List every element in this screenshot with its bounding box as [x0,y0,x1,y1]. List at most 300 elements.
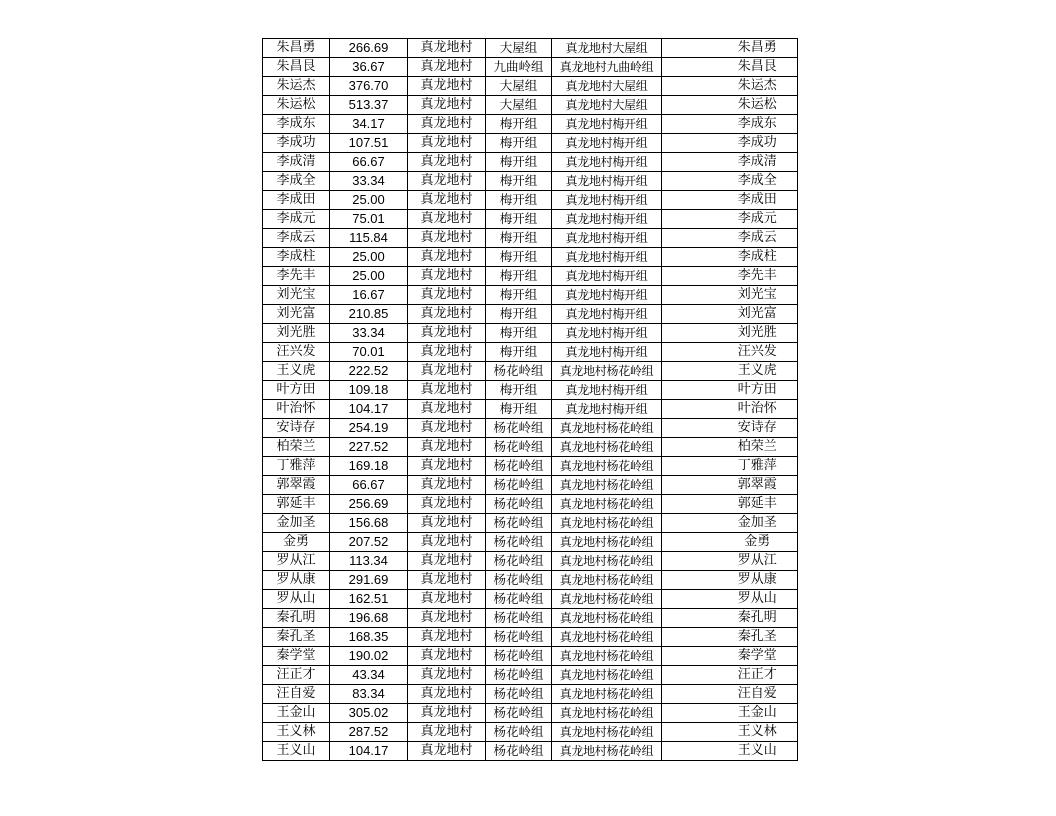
amount-cell: 66.67 [330,476,408,495]
name-cell: 朱运杰 [263,77,330,96]
blank-cell [662,115,718,134]
table-row [263,647,798,666]
group-cell: 梅开组 [486,134,552,153]
blank-cell [662,381,718,400]
name-cell: 李成清 [263,153,330,172]
amount-cell: 66.67 [330,153,408,172]
full-address-cell: 真龙地村杨花岭组 [552,590,662,609]
group-cell: 杨花岭组 [486,419,552,438]
blank-cell [662,552,718,571]
village-cell: 真龙地村 [408,172,486,191]
table-row [263,438,798,457]
village-cell: 真龙地村 [408,666,486,685]
group-cell: 杨花岭组 [486,609,552,628]
signature-cell: 金加圣 [718,514,798,533]
full-address-cell: 真龙地村杨花岭组 [552,609,662,628]
village-cell: 真龙地村 [408,324,486,343]
table-row [263,533,798,552]
table-row [263,419,798,438]
table-row [263,324,798,343]
full-address-cell: 真龙地村大屋组 [552,77,662,96]
amount-cell: 222.52 [330,362,408,381]
name-cell: 罗从山 [263,590,330,609]
name-cell: 叶方田 [263,381,330,400]
village-cell: 真龙地村 [408,305,486,324]
table-row [263,96,798,115]
village-cell: 真龙地村 [408,134,486,153]
amount-cell: 513.37 [330,96,408,115]
full-address-cell: 真龙地村梅开组 [552,172,662,191]
full-address-cell: 真龙地村杨花岭组 [552,723,662,742]
signature-cell: 王义林 [718,723,798,742]
table-row [263,267,798,286]
amount-cell: 254.19 [330,419,408,438]
village-cell: 真龙地村 [408,590,486,609]
group-cell: 杨花岭组 [486,704,552,723]
table-row [263,400,798,419]
signature-cell: 朱昌勇 [718,39,798,58]
table-row [263,115,798,134]
village-cell: 真龙地村 [408,571,486,590]
blank-cell [662,495,718,514]
blank-cell [662,286,718,305]
village-cell: 真龙地村 [408,58,486,77]
blank-cell [662,191,718,210]
name-cell: 汪自爱 [263,685,330,704]
group-cell: 梅开组 [486,305,552,324]
name-cell: 刘光富 [263,305,330,324]
signature-cell: 李成全 [718,172,798,191]
signature-cell: 李成云 [718,229,798,248]
amount-cell: 43.34 [330,666,408,685]
full-address-cell: 真龙地村杨花岭组 [552,438,662,457]
full-address-cell: 真龙地村杨花岭组 [552,419,662,438]
amount-cell: 25.00 [330,248,408,267]
signature-cell: 王义山 [718,742,798,761]
blank-cell [662,571,718,590]
group-cell: 杨花岭组 [486,647,552,666]
village-cell: 真龙地村 [408,362,486,381]
amount-cell: 16.67 [330,286,408,305]
group-cell: 杨花岭组 [486,495,552,514]
amount-cell: 104.17 [330,742,408,761]
name-cell: 丁雅萍 [263,457,330,476]
signature-cell: 李成元 [718,210,798,229]
full-address-cell: 真龙地村杨花岭组 [552,533,662,552]
signature-cell: 王金山 [718,704,798,723]
group-cell: 梅开组 [486,172,552,191]
table-body [263,39,798,761]
table-row [263,666,798,685]
table-row [263,134,798,153]
signature-cell: 叶方田 [718,381,798,400]
blank-cell [662,609,718,628]
name-cell: 李成功 [263,134,330,153]
group-cell: 梅开组 [486,115,552,134]
amount-cell: 305.02 [330,704,408,723]
group-cell: 杨花岭组 [486,514,552,533]
group-cell: 杨花岭组 [486,362,552,381]
signature-cell: 刘光富 [718,305,798,324]
amount-cell: 104.17 [330,400,408,419]
blank-cell [662,666,718,685]
village-cell: 真龙地村 [408,419,486,438]
name-cell: 郭翠霞 [263,476,330,495]
blank-cell [662,438,718,457]
name-cell: 刘光胜 [263,324,330,343]
signature-cell: 朱运松 [718,96,798,115]
village-cell: 真龙地村 [408,96,486,115]
amount-cell: 70.01 [330,343,408,362]
full-address-cell: 真龙地村杨花岭组 [552,362,662,381]
blank-cell [662,134,718,153]
name-cell: 汪正才 [263,666,330,685]
full-address-cell: 真龙地村梅开组 [552,248,662,267]
signature-cell: 罗从山 [718,590,798,609]
amount-cell: 113.34 [330,552,408,571]
amount-cell: 227.52 [330,438,408,457]
name-cell: 李成东 [263,115,330,134]
blank-cell [662,210,718,229]
table-row [263,210,798,229]
full-address-cell: 真龙地村梅开组 [552,153,662,172]
group-cell: 杨花岭组 [486,476,552,495]
group-cell: 杨花岭组 [486,685,552,704]
name-cell: 王义山 [263,742,330,761]
signature-cell: 汪正才 [718,666,798,685]
name-cell: 李成田 [263,191,330,210]
group-cell: 梅开组 [486,191,552,210]
table-row [263,343,798,362]
name-cell: 李成云 [263,229,330,248]
table-row [263,514,798,533]
table-row [263,552,798,571]
village-cell: 真龙地村 [408,723,486,742]
amount-cell: 210.85 [330,305,408,324]
full-address-cell: 真龙地村杨花岭组 [552,742,662,761]
signature-cell: 汪兴发 [718,343,798,362]
group-cell: 杨花岭组 [486,723,552,742]
full-address-cell: 真龙地村九曲岭组 [552,58,662,77]
group-cell: 梅开组 [486,324,552,343]
table-row [263,590,798,609]
table-row [263,58,798,77]
full-address-cell: 真龙地村梅开组 [552,229,662,248]
name-cell: 王义林 [263,723,330,742]
group-cell: 梅开组 [486,248,552,267]
blank-cell [662,362,718,381]
signature-cell: 郭翠霞 [718,476,798,495]
blank-cell [662,628,718,647]
blank-cell [662,229,718,248]
blank-cell [662,400,718,419]
name-cell: 罗从江 [263,552,330,571]
amount-cell: 156.68 [330,514,408,533]
table-row [263,571,798,590]
group-cell: 杨花岭组 [486,533,552,552]
table-row [263,476,798,495]
amount-cell: 36.67 [330,58,408,77]
name-cell: 李成全 [263,172,330,191]
village-cell: 真龙地村 [408,495,486,514]
full-address-cell: 真龙地村杨花岭组 [552,495,662,514]
blank-cell [662,533,718,552]
blank-cell [662,58,718,77]
amount-cell: 33.34 [330,172,408,191]
village-cell: 真龙地村 [408,191,486,210]
name-cell: 朱昌勇 [263,39,330,58]
table-row [263,305,798,324]
village-cell: 真龙地村 [408,476,486,495]
village-cell: 真龙地村 [408,229,486,248]
village-cell: 真龙地村 [408,685,486,704]
name-cell: 李先丰 [263,267,330,286]
name-cell: 金勇 [263,533,330,552]
blank-cell [662,248,718,267]
signature-cell: 王义虎 [718,362,798,381]
signature-cell: 丁雅萍 [718,457,798,476]
blank-cell [662,305,718,324]
village-cell: 真龙地村 [408,514,486,533]
blank-cell [662,742,718,761]
group-cell: 大屋组 [486,96,552,115]
name-cell: 王金山 [263,704,330,723]
village-cell: 真龙地村 [408,457,486,476]
village-cell: 真龙地村 [408,438,486,457]
village-cell: 真龙地村 [408,533,486,552]
table-row [263,229,798,248]
payment-table [262,38,798,761]
village-cell: 真龙地村 [408,628,486,647]
amount-cell: 83.34 [330,685,408,704]
signature-cell: 罗从康 [718,571,798,590]
signature-cell: 秦孔明 [718,609,798,628]
signature-cell: 刘光胜 [718,324,798,343]
group-cell: 杨花岭组 [486,571,552,590]
table-row [263,609,798,628]
signature-cell: 朱运杰 [718,77,798,96]
blank-cell [662,267,718,286]
amount-cell: 168.35 [330,628,408,647]
village-cell: 真龙地村 [408,210,486,229]
village-cell: 真龙地村 [408,286,486,305]
full-address-cell: 真龙地村杨花岭组 [552,552,662,571]
full-address-cell: 真龙地村杨花岭组 [552,457,662,476]
signature-cell: 郭延丰 [718,495,798,514]
table-row [263,457,798,476]
name-cell: 刘光宝 [263,286,330,305]
village-cell: 真龙地村 [408,381,486,400]
blank-cell [662,419,718,438]
full-address-cell: 真龙地村杨花岭组 [552,666,662,685]
signature-cell: 罗从江 [718,552,798,571]
group-cell: 梅开组 [486,210,552,229]
amount-cell: 162.51 [330,590,408,609]
full-address-cell: 真龙地村梅开组 [552,343,662,362]
full-address-cell: 真龙地村梅开组 [552,115,662,134]
table-row [263,704,798,723]
blank-cell [662,723,718,742]
name-cell: 郭延丰 [263,495,330,514]
table-row [263,248,798,267]
full-address-cell: 真龙地村梅开组 [552,324,662,343]
table-row [263,39,798,58]
signature-cell: 安诗存 [718,419,798,438]
blank-cell [662,457,718,476]
full-address-cell: 真龙地村梅开组 [552,286,662,305]
signature-cell: 朱昌艮 [718,58,798,77]
name-cell: 柏荣兰 [263,438,330,457]
signature-cell: 李成功 [718,134,798,153]
full-address-cell: 真龙地村杨花岭组 [552,628,662,647]
signature-cell: 秦孔圣 [718,628,798,647]
full-address-cell: 真龙地村大屋组 [552,96,662,115]
signature-cell: 叶治怀 [718,400,798,419]
signature-cell: 柏荣兰 [718,438,798,457]
group-cell: 梅开组 [486,400,552,419]
group-cell: 大屋组 [486,39,552,58]
amount-cell: 207.52 [330,533,408,552]
table-row [263,742,798,761]
blank-cell [662,647,718,666]
village-cell: 真龙地村 [408,552,486,571]
signature-cell: 李成田 [718,191,798,210]
amount-cell: 25.00 [330,267,408,286]
full-address-cell: 真龙地村梅开组 [552,400,662,419]
table-row [263,191,798,210]
group-cell: 梅开组 [486,153,552,172]
signature-cell: 李成柱 [718,248,798,267]
name-cell: 秦学堂 [263,647,330,666]
amount-cell: 376.70 [330,77,408,96]
amount-cell: 287.52 [330,723,408,742]
group-cell: 杨花岭组 [486,742,552,761]
amount-cell: 196.68 [330,609,408,628]
table-row [263,77,798,96]
signature-cell: 秦学堂 [718,647,798,666]
full-address-cell: 真龙地村梅开组 [552,210,662,229]
village-cell: 真龙地村 [408,400,486,419]
group-cell: 九曲岭组 [486,58,552,77]
blank-cell [662,514,718,533]
full-address-cell: 真龙地村梅开组 [552,267,662,286]
signature-cell: 李成清 [718,153,798,172]
village-cell: 真龙地村 [408,248,486,267]
amount-cell: 115.84 [330,229,408,248]
table-row [263,723,798,742]
signature-cell: 刘光宝 [718,286,798,305]
village-cell: 真龙地村 [408,647,486,666]
signature-cell: 李成东 [718,115,798,134]
full-address-cell: 真龙地村杨花岭组 [552,704,662,723]
full-address-cell: 真龙地村杨花岭组 [552,647,662,666]
village-cell: 真龙地村 [408,39,486,58]
full-address-cell: 真龙地村梅开组 [552,381,662,400]
amount-cell: 256.69 [330,495,408,514]
village-cell: 真龙地村 [408,115,486,134]
amount-cell: 169.18 [330,457,408,476]
table-row [263,362,798,381]
name-cell: 汪兴发 [263,343,330,362]
name-cell: 秦孔明 [263,609,330,628]
group-cell: 杨花岭组 [486,628,552,647]
group-cell: 梅开组 [486,286,552,305]
full-address-cell: 真龙地村杨花岭组 [552,476,662,495]
name-cell: 李成元 [263,210,330,229]
table-row [263,286,798,305]
blank-cell [662,172,718,191]
signature-cell: 李先丰 [718,267,798,286]
village-cell: 真龙地村 [408,77,486,96]
group-cell: 大屋组 [486,77,552,96]
blank-cell [662,343,718,362]
village-cell: 真龙地村 [408,609,486,628]
signature-cell: 汪自爱 [718,685,798,704]
full-address-cell: 真龙地村大屋组 [552,39,662,58]
group-cell: 梅开组 [486,381,552,400]
village-cell: 真龙地村 [408,153,486,172]
amount-cell: 107.51 [330,134,408,153]
amount-cell: 75.01 [330,210,408,229]
name-cell: 秦孔圣 [263,628,330,647]
group-cell: 杨花岭组 [486,552,552,571]
blank-cell [662,324,718,343]
blank-cell [662,476,718,495]
amount-cell: 25.00 [330,191,408,210]
village-cell: 真龙地村 [408,704,486,723]
amount-cell: 34.17 [330,115,408,134]
amount-cell: 291.69 [330,571,408,590]
name-cell: 罗从康 [263,571,330,590]
blank-cell [662,96,718,115]
village-cell: 真龙地村 [408,267,486,286]
blank-cell [662,39,718,58]
amount-cell: 266.69 [330,39,408,58]
table-row [263,495,798,514]
table-row [263,628,798,647]
blank-cell [662,77,718,96]
name-cell: 王义虎 [263,362,330,381]
name-cell: 李成柱 [263,248,330,267]
full-address-cell: 真龙地村梅开组 [552,191,662,210]
village-cell: 真龙地村 [408,343,486,362]
name-cell: 金加圣 [263,514,330,533]
name-cell: 安诗存 [263,419,330,438]
group-cell: 杨花岭组 [486,438,552,457]
group-cell: 杨花岭组 [486,666,552,685]
group-cell: 杨花岭组 [486,457,552,476]
blank-cell [662,590,718,609]
table-row [263,153,798,172]
group-cell: 杨花岭组 [486,590,552,609]
table-row [263,172,798,191]
amount-cell: 190.02 [330,647,408,666]
amount-cell: 33.34 [330,324,408,343]
full-address-cell: 真龙地村杨花岭组 [552,571,662,590]
name-cell: 朱昌艮 [263,58,330,77]
group-cell: 梅开组 [486,229,552,248]
table-row [263,381,798,400]
name-cell: 朱运松 [263,96,330,115]
name-cell: 叶治怀 [263,400,330,419]
blank-cell [662,704,718,723]
blank-cell [662,153,718,172]
table-row [263,685,798,704]
full-address-cell: 真龙地村杨花岭组 [552,685,662,704]
blank-cell [662,685,718,704]
full-address-cell: 真龙地村杨花岭组 [552,514,662,533]
full-address-cell: 真龙地村梅开组 [552,305,662,324]
